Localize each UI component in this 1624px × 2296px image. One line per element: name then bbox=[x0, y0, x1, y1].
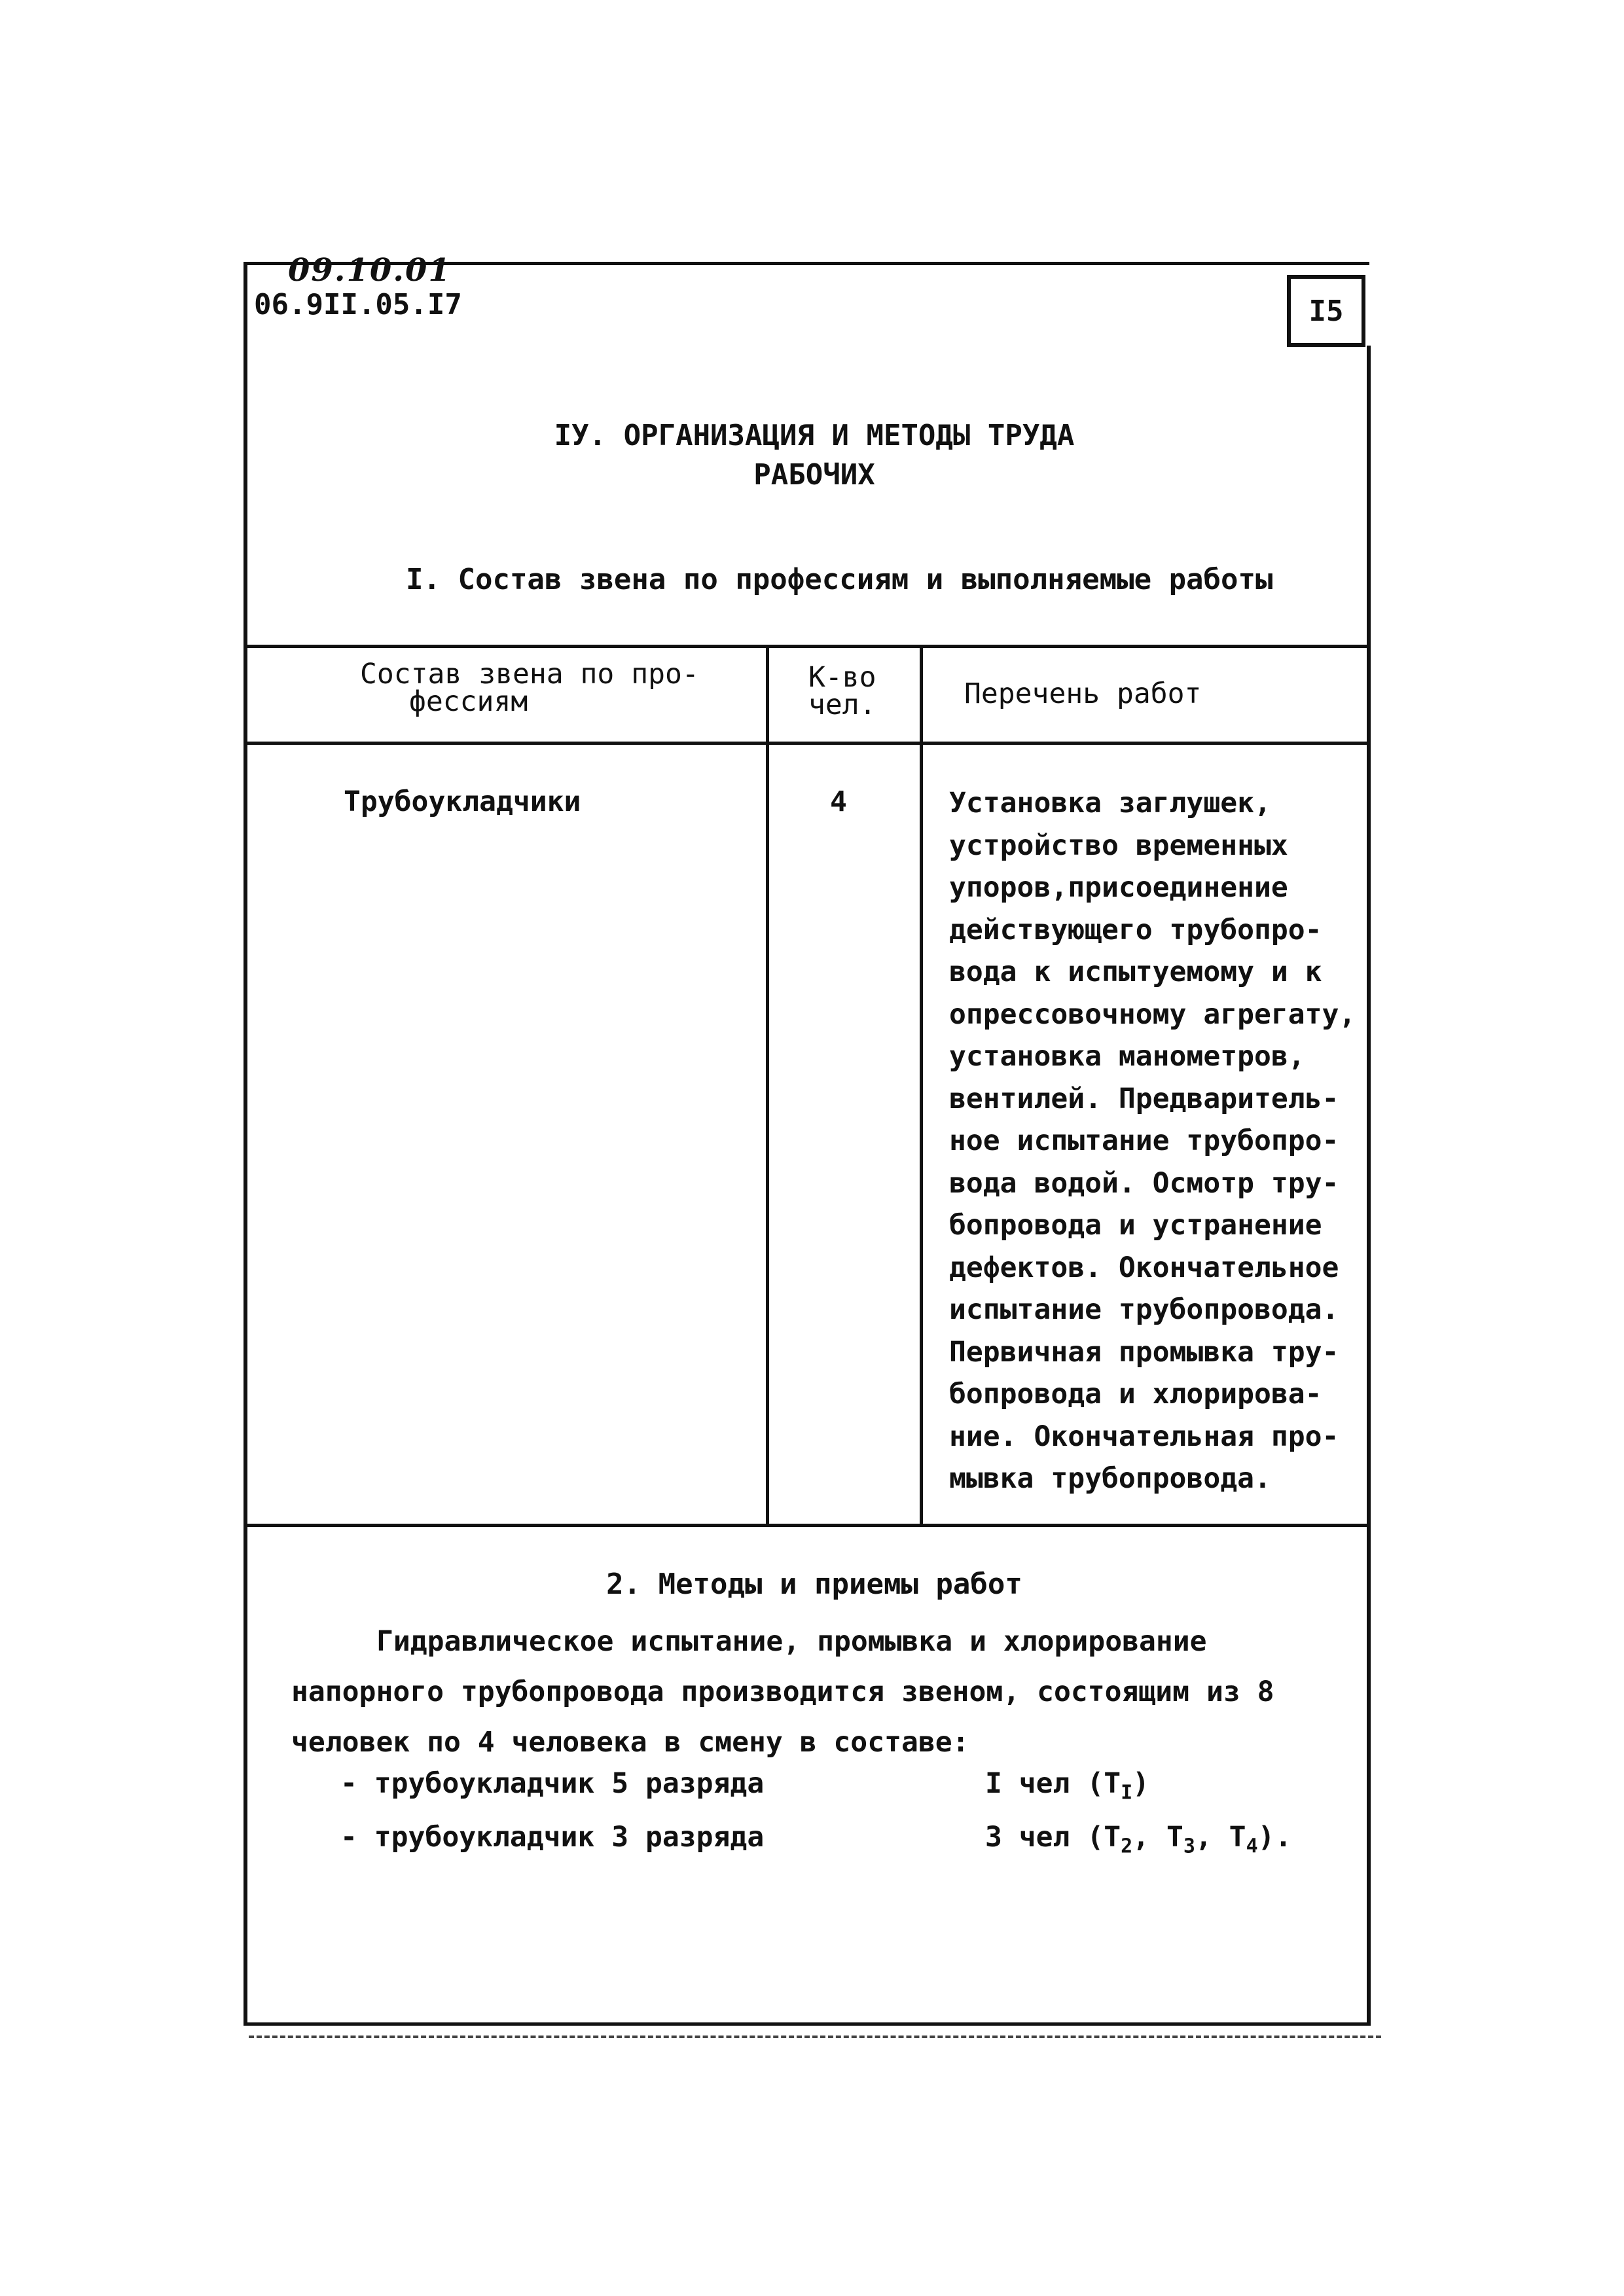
page-number-box bbox=[1287, 275, 1365, 347]
frame-left-border bbox=[244, 262, 247, 2026]
table-header-col2-line1: К-во bbox=[808, 661, 876, 694]
methods-title: 2. Методы и приемы работ bbox=[606, 1568, 1022, 1601]
frame-bottom-border bbox=[244, 2022, 1371, 2026]
handwritten-code: 09.10.01 bbox=[288, 252, 452, 289]
table-col-divider-1 bbox=[766, 648, 769, 1525]
table-cell-count: 4 bbox=[830, 785, 847, 818]
subsection1-title: I. Состав звена по профессиям и выполняемые работы bbox=[406, 563, 1273, 596]
table-col-divider-2 bbox=[920, 648, 923, 1525]
section-title-line1: IУ. ОРГАНИЗАЦИЯ И МЕТОДЫ ТРУДА bbox=[554, 419, 1075, 452]
crew-count-1: I чел $(T_I)$ bbox=[985, 1767, 1150, 1804]
crew-count-2: 3 чел ($T_2$, $T_3$, $T_4$). bbox=[985, 1821, 1292, 1858]
table-header-col1-line1: Состав звена по про- bbox=[360, 658, 699, 691]
table-cell-profession: Трубоукладчики bbox=[344, 785, 581, 818]
table-header-col1-line2: фессиям bbox=[409, 685, 528, 718]
crew-role-2: - трубоукладчик 3 разряда bbox=[340, 1821, 765, 1854]
bottom-dashed-rule bbox=[249, 2036, 1381, 2038]
table-header-col2-line2: чел. bbox=[808, 689, 876, 721]
doc-number: 06.9II.05.I7 bbox=[254, 288, 462, 321]
page-number: I5 bbox=[1308, 294, 1344, 328]
table-cell-works: Установка заглушек, устройство временных упоров,присоединение действующего трубопро- вода к испытуемому и к опрессовочному агрегату, установка манометров, вентилей. Предваритель- ное испытание трубопро- вода водой. Осмотр тру- бопровода и устранение дефектов. Окончательное испытание трубопровода. Первичная промывка тру- бопровода и хлорирова- ние. Окончательная про- мывка трубопровода. bbox=[949, 787, 1356, 1495]
methods-paragraph: Гидравлическое испытание, промывка и хлорирование напорного трубопровода производится звеном, состоящим из 8 человек по 4 человека в смену в составе: bbox=[291, 1625, 1274, 1759]
table-header-col3: Перечень работ bbox=[964, 677, 1202, 710]
section-title-line2: РАБОЧИХ bbox=[753, 458, 875, 492]
crew-role-1: - трубоукладчик 5 разряда bbox=[340, 1767, 765, 1800]
table-header-rule bbox=[246, 742, 1369, 745]
table-top-rule bbox=[246, 645, 1369, 648]
table-bottom-rule bbox=[246, 1524, 1369, 1527]
